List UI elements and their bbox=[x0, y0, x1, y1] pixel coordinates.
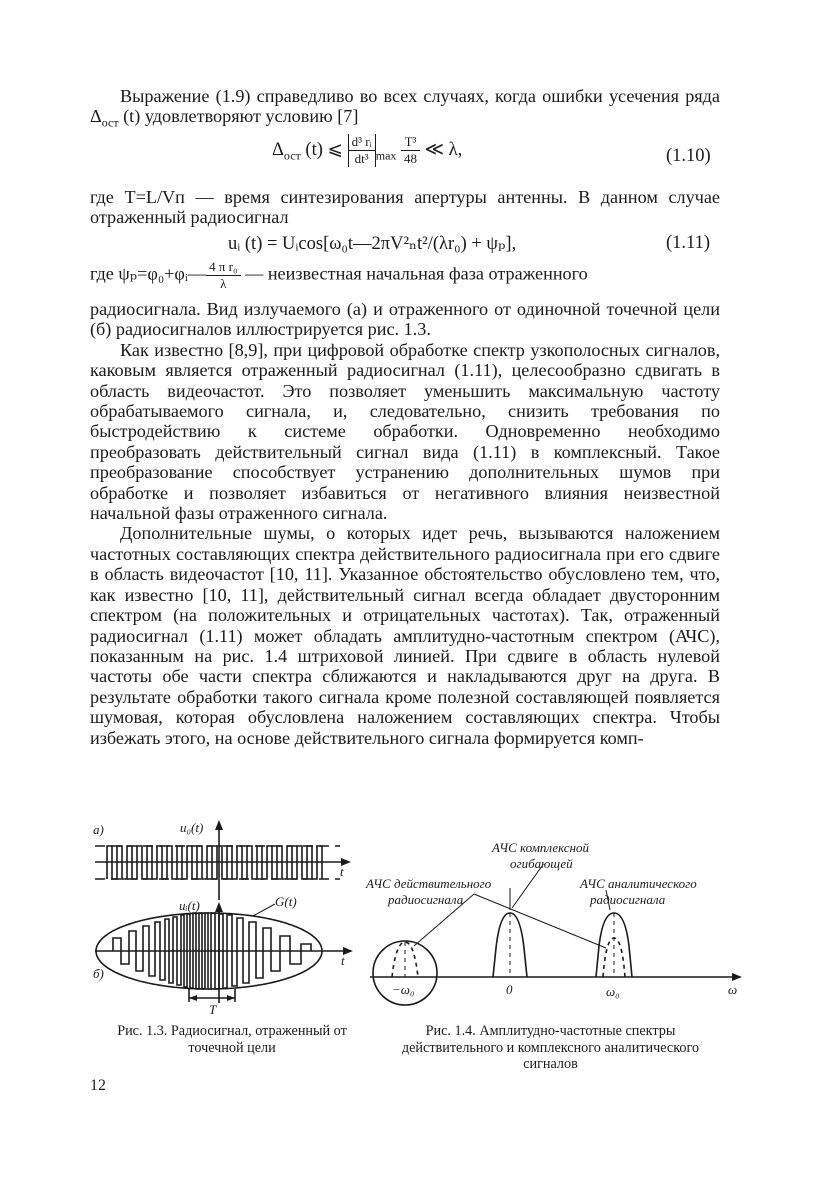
label-zero: 0 bbox=[506, 982, 513, 997]
label-complex-1: АЧС комплексной bbox=[492, 840, 589, 855]
label-w0: ω₀ bbox=[606, 984, 620, 999]
pointer-real-positive bbox=[474, 894, 606, 948]
label-a: а) bbox=[93, 822, 104, 837]
arrow-up-a bbox=[215, 820, 223, 830]
label-w: ω bbox=[728, 982, 738, 997]
fraction-4pi-r0: $\frac{\text{4 π r₀}}{\lambda}$ bbox=[206, 259, 240, 292]
label-analytic-1: АЧС аналитического bbox=[580, 876, 697, 891]
label-u0: u₀(t) bbox=[180, 820, 204, 835]
label-ui: uᵢ(t) bbox=[179, 898, 200, 913]
arrow-up-b bbox=[215, 902, 223, 912]
label-T: T bbox=[209, 1002, 217, 1017]
paragraph-3: радиосигнала. Вид излучаемого (а) и отраженного от одиночной точечной цели (б) радиосигналов иллюстрируется рис. 1.3. bbox=[90, 299, 720, 340]
gt-pointer bbox=[253, 904, 275, 916]
figure-1-3 bbox=[85, 818, 360, 1023]
figure-1-4 bbox=[362, 838, 752, 1018]
equation-1-11: uᵢ (t) = Uᵢcos[ω₀t—2πV²ₙt²/(λr₀) + ψₚ], bbox=[228, 234, 517, 254]
label-real-1: АЧС действительного bbox=[366, 876, 492, 891]
pointer-complex-label bbox=[512, 866, 542, 908]
T-arrow-right bbox=[227, 995, 235, 1001]
caption-figure-1-4: Рис. 1.4. Амплитудно-частотные спектры действительного и комплексного аналитического сигналов bbox=[401, 1023, 700, 1072]
label-t-a: t bbox=[340, 864, 344, 879]
equation-number-1-11: (1.11) bbox=[666, 233, 711, 253]
paragraph-5: Дополнительные шумы, о которых идет речь, вызываются наложением частотных составляющих спектра действительного радиосигнала при его сдвиге в область видеочастот [10, 11]. Указанное обстоятельство обусловлено тем, что, как известно [10, 11], действительный сигнал всегда обладает двусторонним спектром (на положительных и отрицательных частотах). Так, отраженный радиосигнал (1.11) может обладать амплитудно-частотным спектром (АЧС), показанным на рис. 1.4 штриховой линией. При сдвиге в область нулевой частоты обе части спектра сближаются и накладываются друг на друга. В результате обработки такого сигнала кроме полезной составляющей появляется шумовая, которая обусловлена наложением составляющих спектра. Чтобы избежать этого, на основе действительного сигнала формируется комп- bbox=[90, 523, 720, 748]
paragraph-4: Как известно [8,9], при цифровой обработке спектр узкополосных сигналов, каковым является отраженный радиосигнал (1.11), целесообразно сдвигать в область видеочастот. Это позволяет уменьшить максимальную частоту обрабатываемого сигнала, и, следовательно, снизить требования по быстродействию к системе обработки. Одновременно необходимо преобразовать действительный сигнал вида (1.11) в комплексный. Такое преобразование способствует устранению дополнительных шумов при обработке и позволяет избавиться от негативного влияния неизвестной начальной фазы отраженного сигнала. bbox=[90, 339, 720, 524]
label-t-b: t bbox=[341, 953, 345, 968]
label-gt: G(t) bbox=[275, 894, 297, 909]
page-number: 12 bbox=[90, 1077, 106, 1094]
T-arrow-left bbox=[189, 995, 197, 1001]
paragraph-2: где T=L/Vп — время синтезирования апертуры антенны. В данном случае отраженный радиосигнал bbox=[90, 187, 720, 228]
fraction-T3-48: $\frac{\text{T³}}{48}$ bbox=[401, 134, 420, 167]
text-block-synthesis bbox=[90, 187, 720, 228]
caption-figure-1-3: Рис. 1.3. Радиосигнал, отраженный от точечной цели bbox=[117, 1023, 347, 1056]
paragraph-1: Выражение (1.9) справедливо во всех случаях, когда ошибки усечения ряда $\Delta_{ост}$ (t) удовлетворяют условию [7] bbox=[90, 86, 720, 131]
arrow-right-freq bbox=[732, 973, 742, 981]
equation-1-10: $\Delta_{ост}$ (t) ⩽ $\frac{\text{d³ rᵢ}}{\text{dt³}}$ $_{max}$ $\frac{\text{T³}}{48}$ ≪ λ, bbox=[272, 134, 463, 166]
label-minus-w0: −ω₀ bbox=[392, 982, 415, 997]
label-b: б) bbox=[93, 966, 104, 981]
label-real-2: радиосигнала bbox=[388, 892, 464, 907]
text-block-main bbox=[90, 299, 720, 748]
label-analytic-2: радиосигнала bbox=[590, 892, 666, 907]
phase-definition: где ψₚ=φ₀+φᵢ— $\frac{\text{4 π r₀}}{\lambda}$ — неизвестная начальная фаза отраженного bbox=[90, 259, 588, 291]
abs-bars bbox=[348, 134, 376, 167]
label-complex-2: огибающей bbox=[510, 856, 573, 871]
fraction-derivative: $\frac{\text{d³ rᵢ}}{\text{dt³}}$ bbox=[349, 134, 375, 167]
equation-number-1-10: (1.10) bbox=[666, 146, 711, 166]
text-block-intro bbox=[90, 86, 720, 133]
